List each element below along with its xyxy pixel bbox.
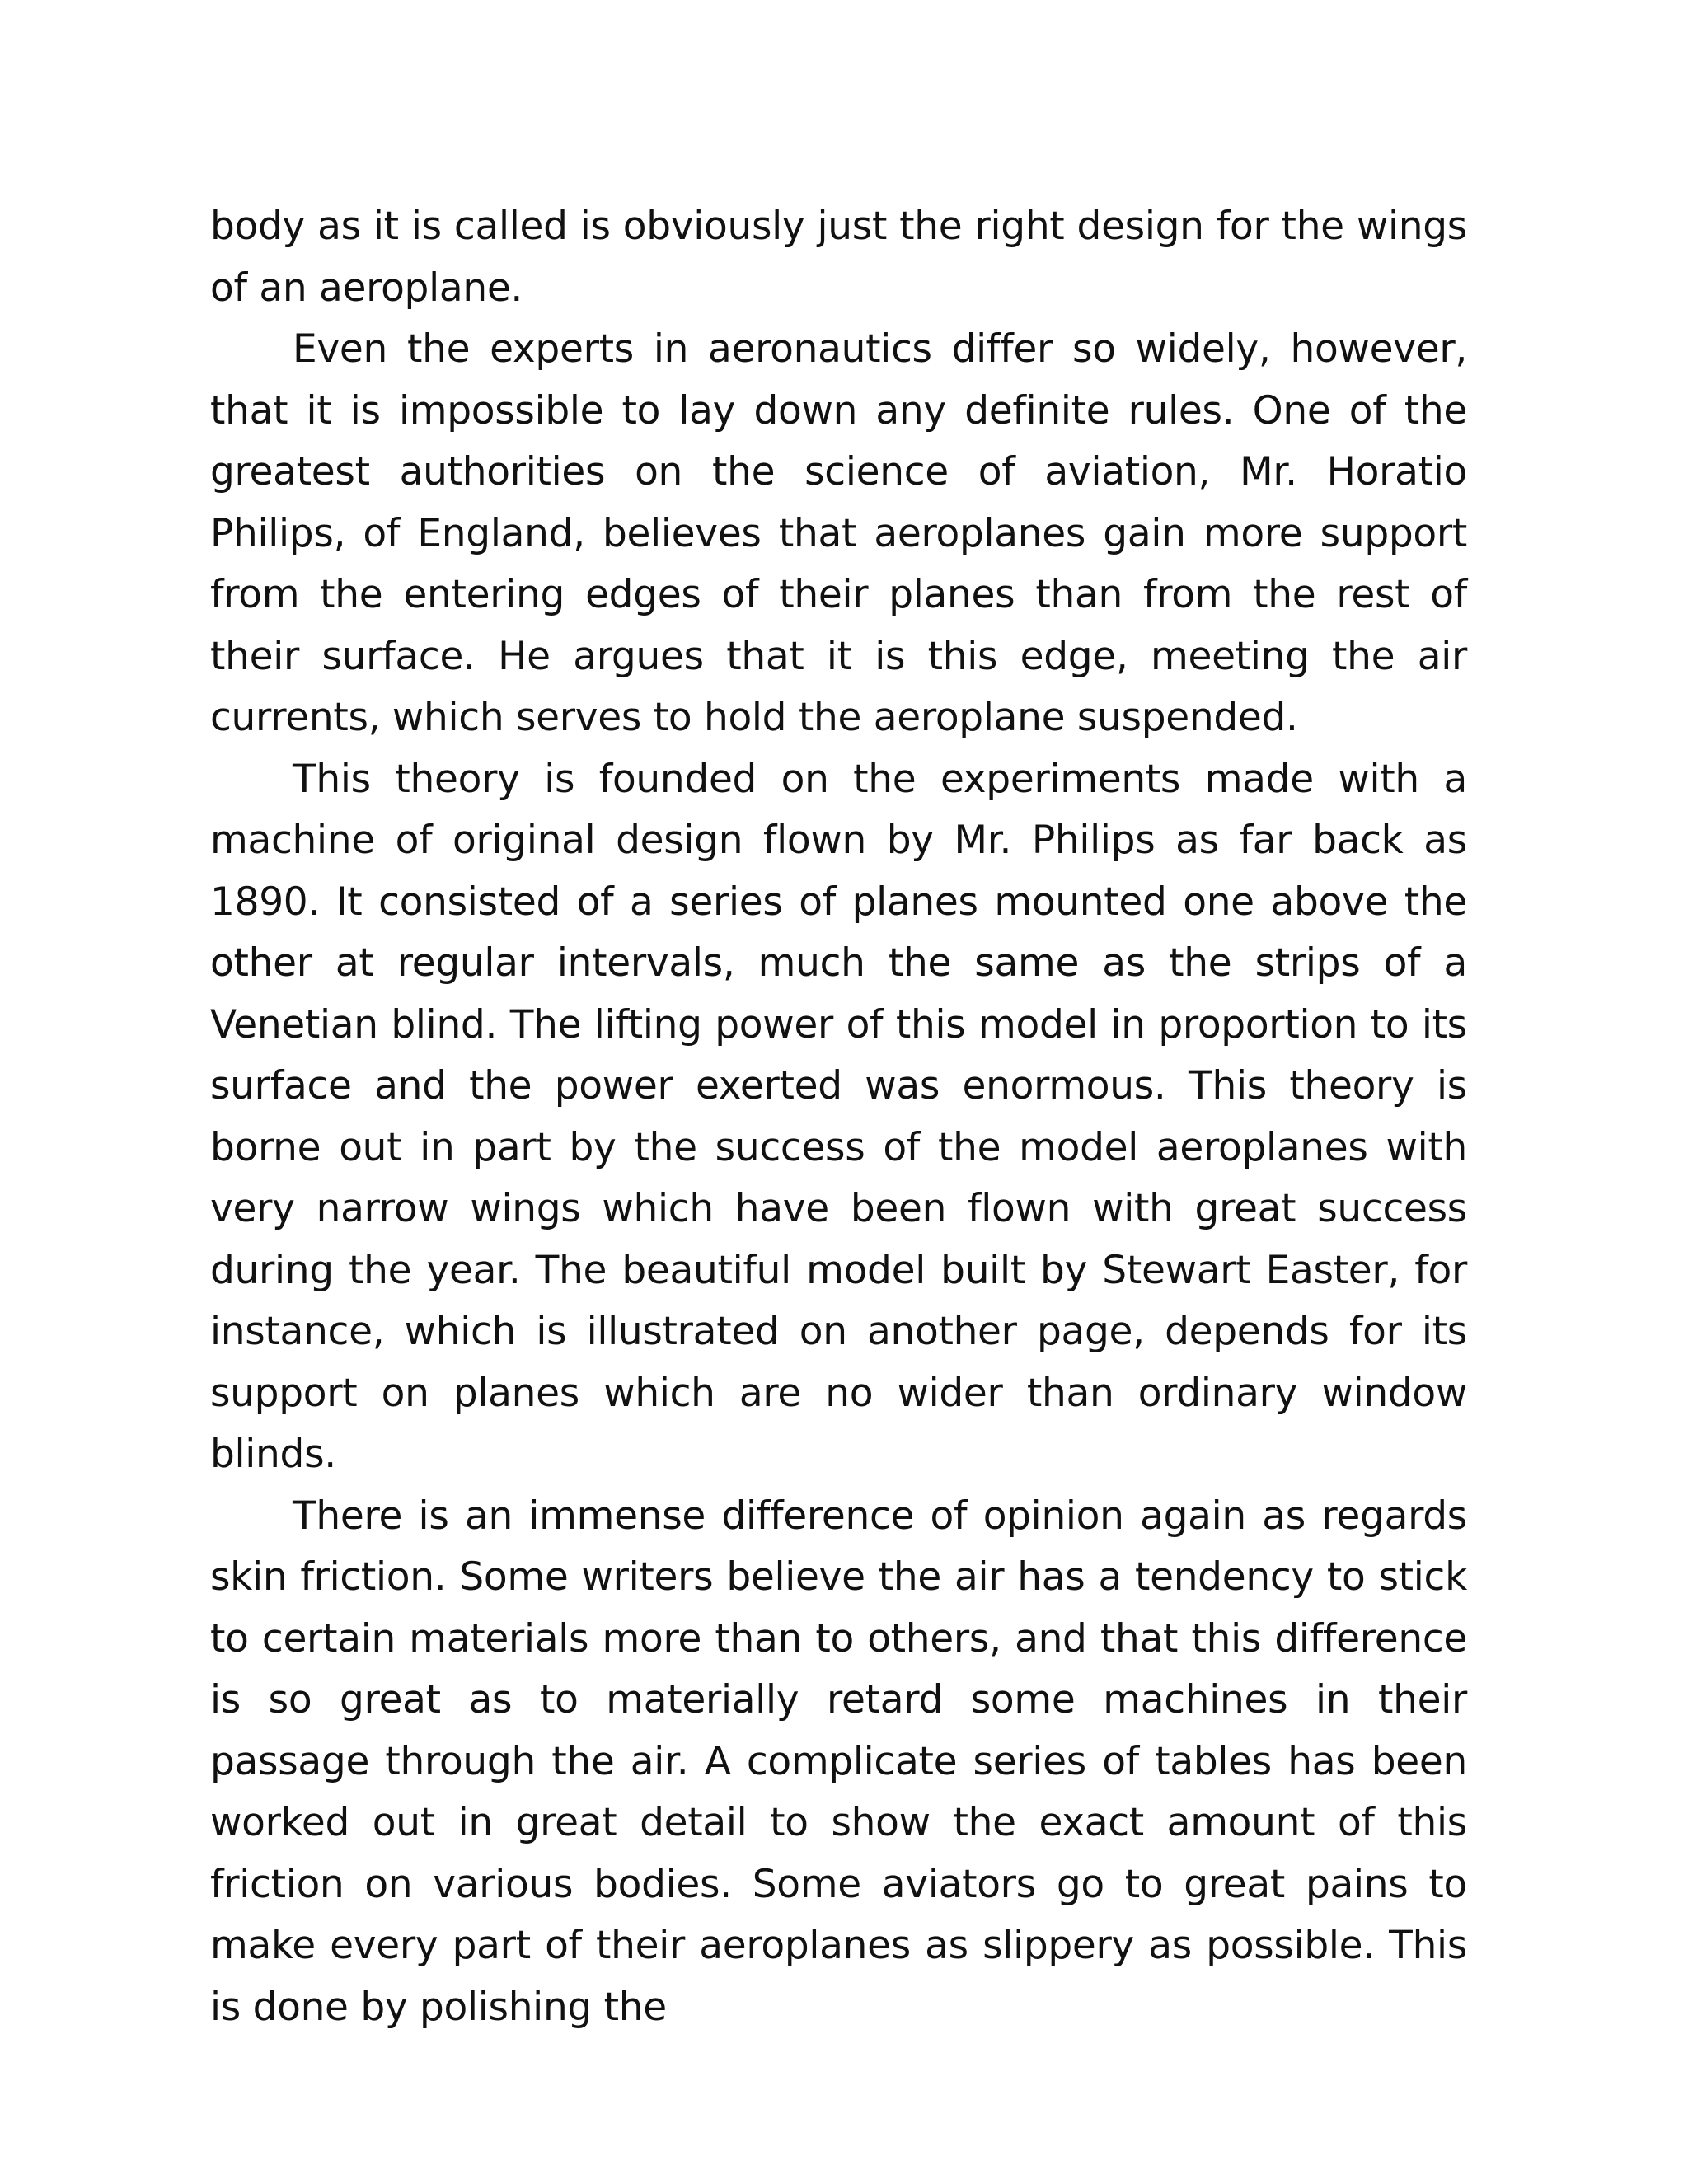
paragraph-continuation: body as it is called is obviously just the right design for the wings of an aeroplane. bbox=[210, 204, 1467, 311]
paragraph-philips-theory: This theory is founded on the experiments made with a machine of original design flown by Mr. Philips as far back as 1890. It consisted of a series of planes mounted one above the other at regular intervals, much the same as the strips of a Venetian blind. The lifting power of this model in proportion to its surface and the power exerted was enormous. This theory is borne out in part by the success of the model aeroplanes with very narrow wings which have been flown with great success during the year. The beautiful model built by Stewart Easter, for instance, which is illustrated on another page, depends for its support on planes which are no wider than ordinary window blinds. bbox=[210, 756, 1467, 1477]
paragraph-experts-differ: Even the experts in aeronautics differ so widely, however, that it is impossible to lay down any definite rules. One of the greatest authorities on the science of aviation, Mr. Horatio Philips, of England, believes that aeroplanes gain more support from the entering edges of their planes than from the rest of their surface. He argues that it is this edge, meeting the air currents, which serves to hold the aeroplane suspended. bbox=[210, 326, 1467, 740]
document-page bbox=[210, 196, 1467, 2038]
paragraph-skin-friction: There is an immense difference of opinion again as regards skin friction. Some writers believe the air has a tendency to stick to certain materials more than to others, and that this difference is so great as to materially retard some machines in their passage through the air. A complicate series of tables has been worked out in great detail to show the exact amount of this friction on various bodies. Some aviators go to great pains to make every part of their aeroplanes as slippery as possible. This is done by polishing the bbox=[210, 1493, 1467, 2030]
